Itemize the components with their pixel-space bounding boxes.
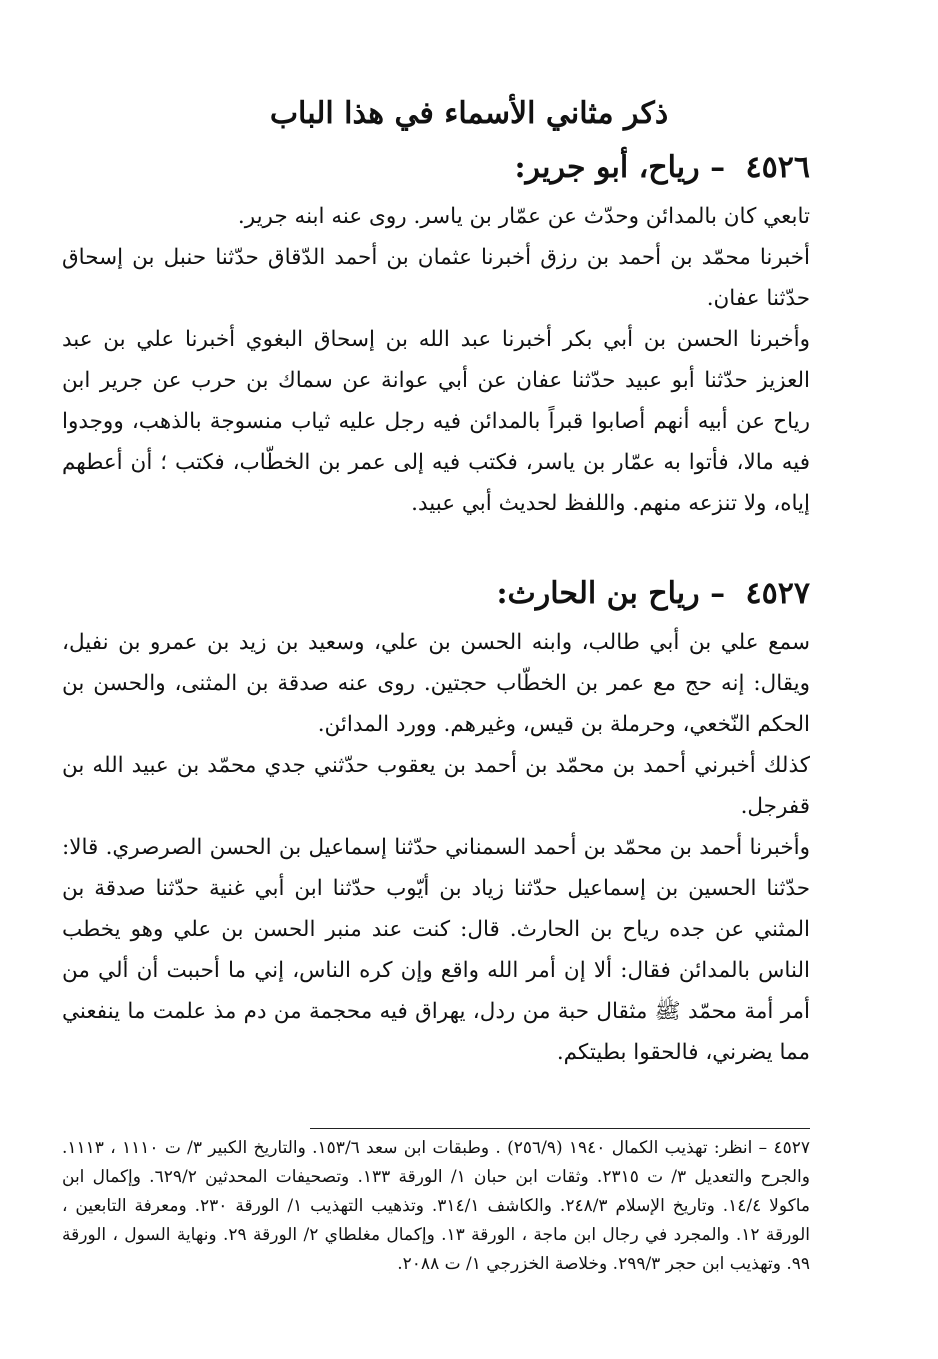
footnote: ٤٥٢٧ – انظر: تهذيب الكمال ١٩٤٠ (٢٥٦/٩) . وطبقات ابن سعد ١٥٣/٦. والتاريخ الكبير ٣/ ت ١١١٠ ، ١١١٣. والجرح والتعديل ٣/ ت ٢٣١٥. وثقات ابن حبان ١/ الورقة ١٣٣. وتصحيفات المحدثين ٦٢٩/٢. وإكمال ابن ماكولا ١٤/٤. وتاريخ الإسلام ٢٤٨/٣. والكاشف ٣١٤/١. وتذهيب التهذيب ١/ الورقة ٢٣٠. ومعرفة التابعين ، الورقة ١٢. والمجرد في رجال ابن ماجة ، الورقة ١٣. وإكمال مغلطاي ٢/ الورقة ٢٩. ونهاية السول ، الورقة ٩٩. وتهذيب ابن حجر ٢٩٩/٣. وخلاصة الخزرجي ١/ ت ٢٠٨٨.: [62, 1138, 811, 1274]
paragraph: تابعي كان بالمدائن وحدّث عن عمّار بن ياسر. روى عنه ابنه جرير.: [237, 204, 810, 229]
entry-name: رياح، أبو جرير:: [514, 150, 700, 185]
section-heading: ذكر مثاني الأسماء في هذا الباب: [269, 96, 669, 131]
entry-number: ٤٥٢٧: [745, 576, 810, 611]
entry-body-4527: [62, 622, 810, 1073]
paragraph: وأخبرنا الحسن بن أبي بكر أخبرنا عبد الله بن إسحاق البغوي أخبرنا علي بن عبد العزيز حدّثنا أبو عبيد حدّثنا عفان عن أبي عوانة عن سماك بن حرب عن جرير ابن رياح عن أبيه أنهم أصابوا قبراً بالمدائن فيه رجل عليه ثياب منسوجة بالذهب، ووجدوا فيه مالا، فأتوا به عمّار بن ياسر، فكتب فيه إلى عمر بن الخطّاب، فكتب ؛ أن أعطهم إياه، ولا تنزعه منهم. واللفظ لحديث أبي عبيد.: [62, 327, 810, 516]
paragraph: وأخبرنا أحمد بن محمّد بن أحمد السمناني حدّثنا إسماعيل بن الحسن الصرصري. قالا: حدّثنا الحسين بن إسماعيل حدّثنا زياد بن أيّوب حدّثنا ابن أبي غنية حدّثنا صدقة بن المثني عن جده رياح بن الحارث. قال: كنت عند منبر الحسن بن علي وهو يخطب الناس بالمدائن فقال: ألا إن أمر الله واقع وإن كره الناس، إني ما أحببت أن ألي من أمر أمة محمّد ﷺ مثقال حبة من ردل، يهراق فيه محجمة من دم مذ علمت ما ينفعني مما يضرني، فالحقوا بطيتكم.: [62, 835, 810, 1065]
entry-name: رياح بن الحارث:: [496, 576, 700, 611]
entry-title-4526: [200, 146, 810, 190]
entry-title-4527: [200, 572, 810, 616]
paragraph: أخبرنا محمّد بن أحمد بن رزق أخبرنا عثمان بن أحمد الدّقاق حدّثنا حنبل بن إسحاق حدّثنا عفان.: [62, 245, 810, 311]
paragraph: سمع علي بن أبي طالب، وابنه الحسن بن علي، وسعيد بن زيد بن عمرو بن نفيل، ويقال: إنه حج مع عمر بن الخطّاب حجتين. روى عنه صدقة بن المثنى، والحسن بن الحكم النّخعي، وحرملة بن قيس، وغيرهم. وورد المدائن.: [62, 630, 810, 737]
entry-separator: –: [710, 576, 726, 611]
entry-body-4526: [62, 196, 810, 524]
footnotes: [62, 1134, 810, 1279]
entry-separator: –: [710, 150, 726, 185]
paragraph: كذلك أخبرني أحمد بن محمّد بن أحمد بن يعقوب حدّثني جدي محمّد بن عبيد الله بن قفرجل.: [62, 753, 810, 819]
footnote-divider: [310, 1128, 810, 1129]
entry-number: ٤٥٢٦: [745, 150, 810, 185]
